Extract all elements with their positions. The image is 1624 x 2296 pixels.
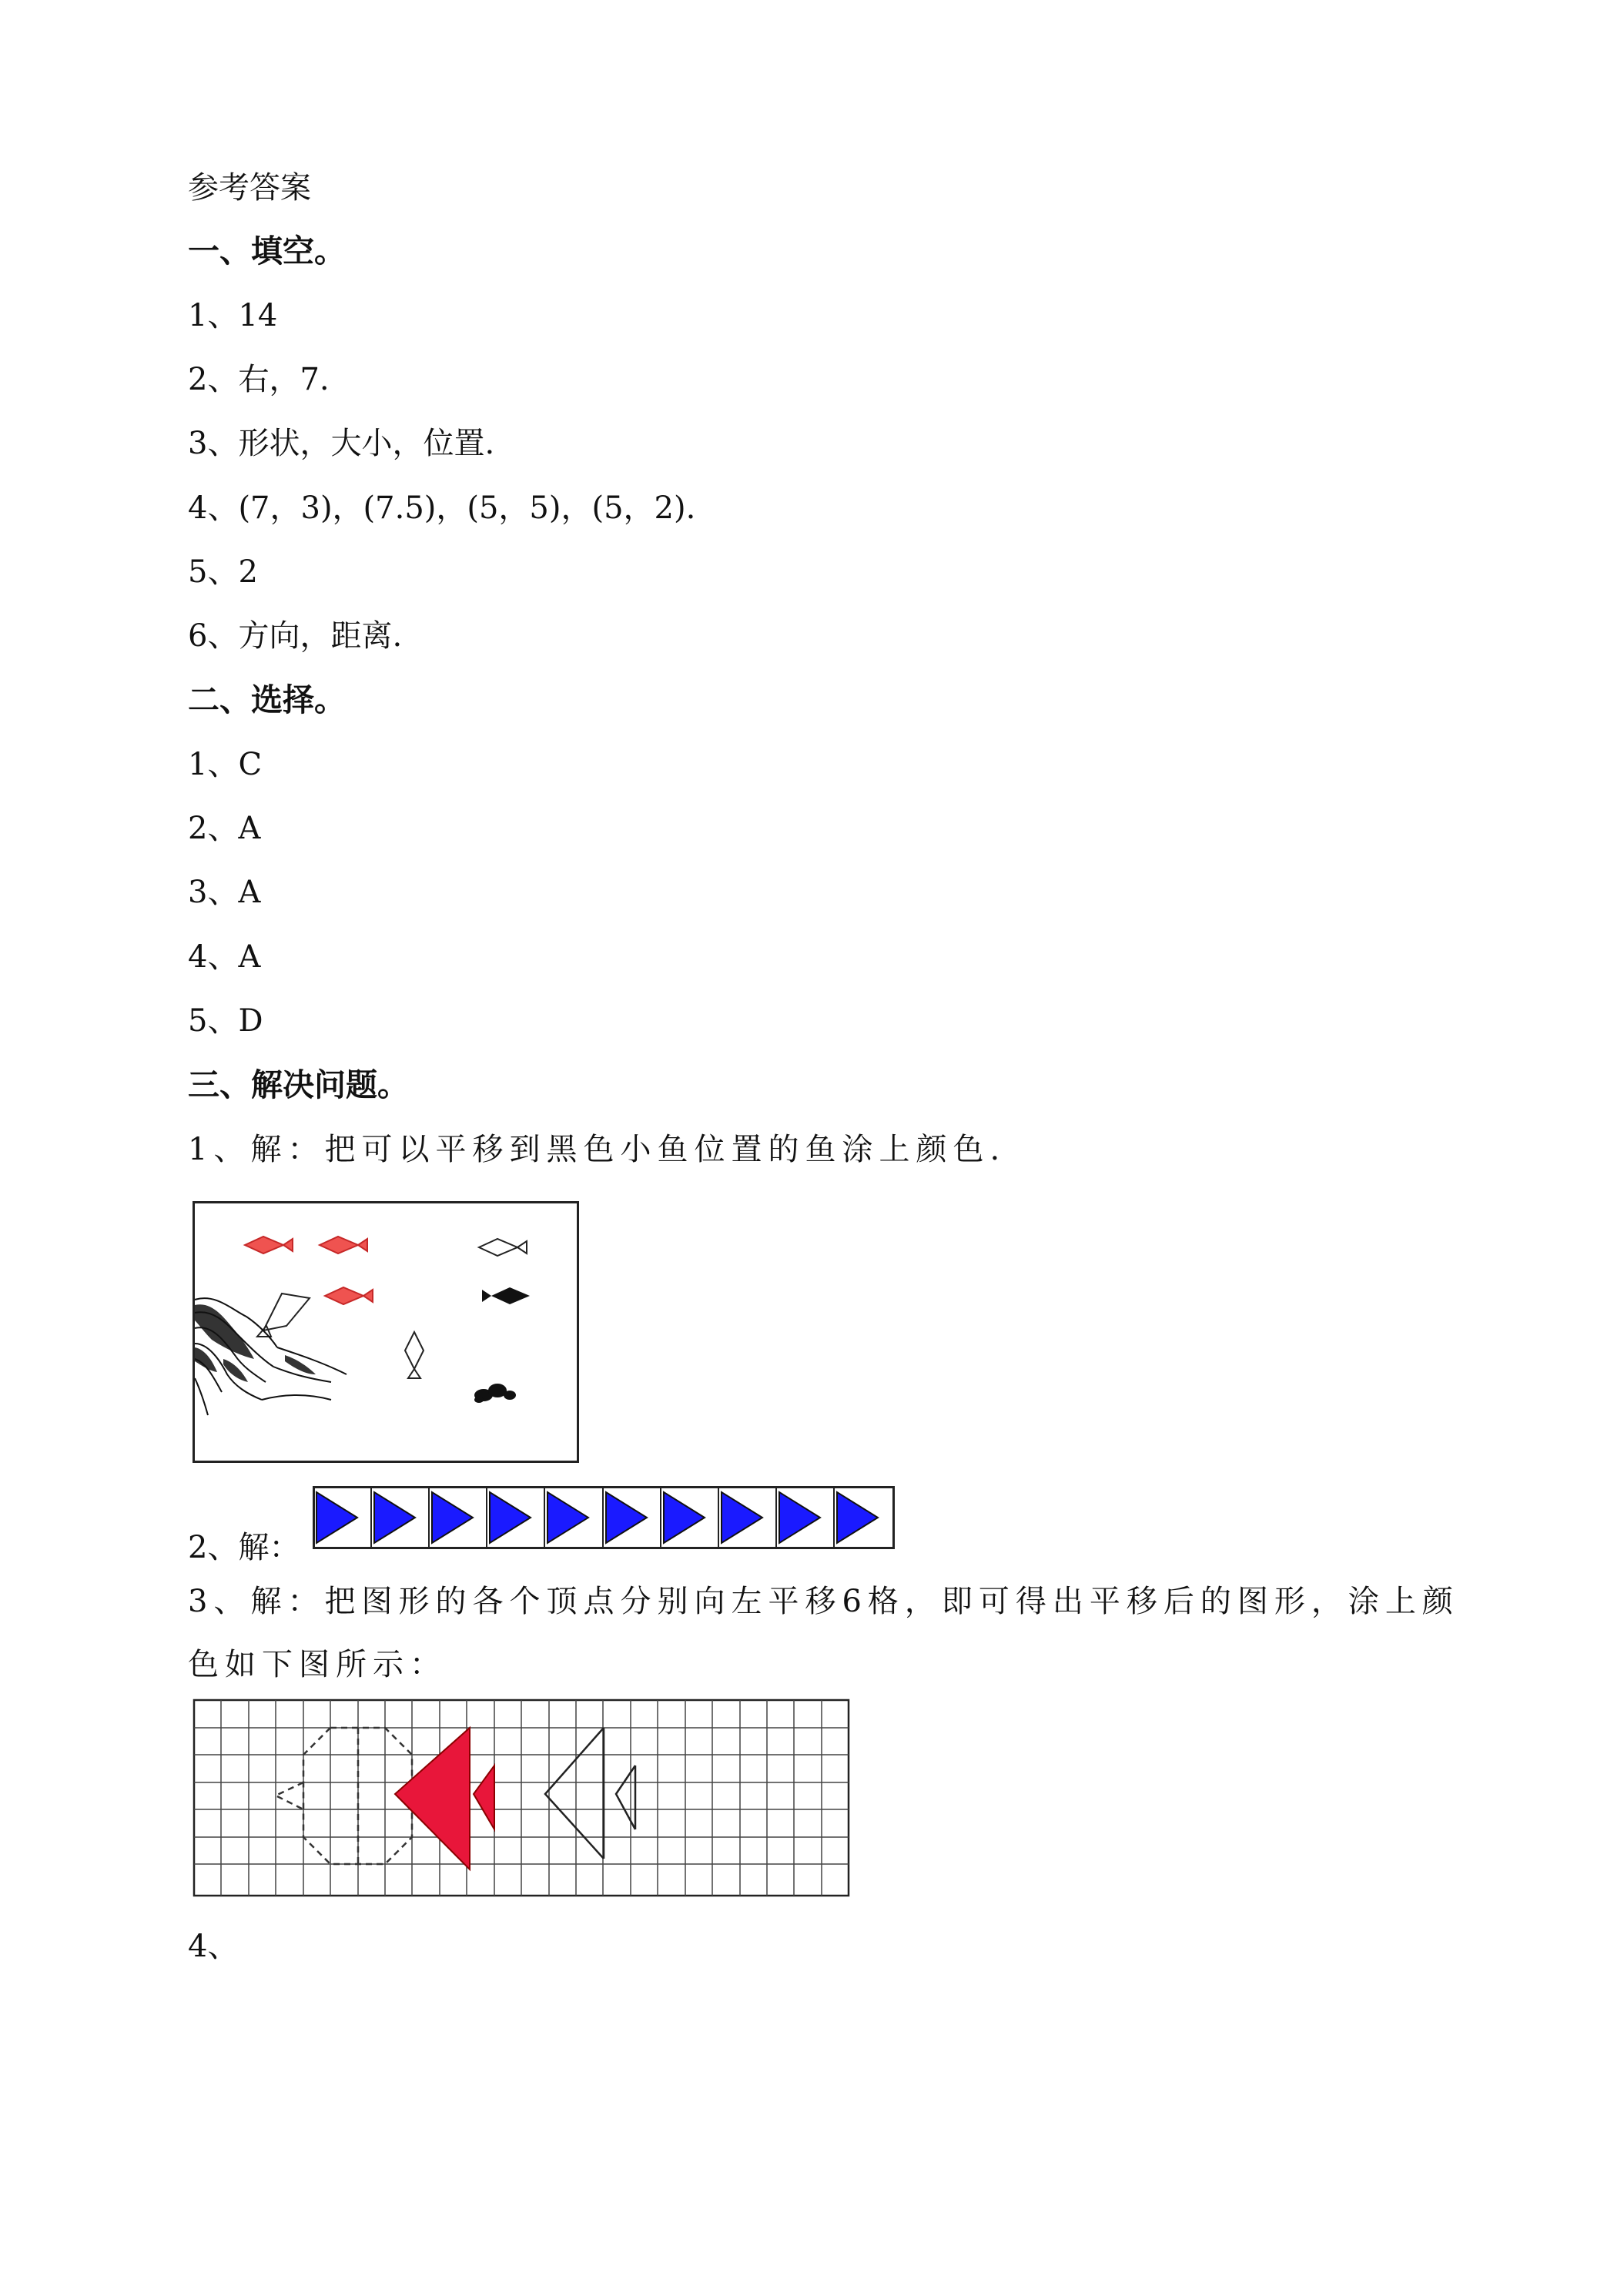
fill-answer-3: 3、形状，大小，位置. (188, 426, 495, 461)
choice-answer-5: 5、D (188, 1003, 263, 1039)
fill-answer-6: 6、方向，距离. (188, 618, 403, 654)
choice-answer-3: 3、A (188, 875, 261, 910)
translation-grid-figure (193, 1699, 853, 1899)
red-translated-shape (395, 1728, 494, 1869)
outline-original-shape (545, 1728, 635, 1859)
triangle-strip-figure (313, 1486, 895, 1549)
problem-4-text: 4、 (188, 1929, 239, 1964)
section-3-heading: 三、解决问题。 (188, 1066, 409, 1103)
problem-2-text: 2、解： (188, 1530, 300, 1565)
section-2-heading: 二、选择。 (188, 681, 346, 718)
choice-answer-2: 2、A (188, 811, 261, 846)
page-title: 参考答案 (188, 170, 311, 206)
section-1-heading: 一、填空。 (188, 233, 346, 269)
fish-scene-figure (193, 1201, 579, 1463)
dashed-original-shape (276, 1728, 412, 1864)
choice-answer-1: 1、C (188, 747, 263, 782)
fill-answer-2: 2、右，7. (188, 362, 330, 397)
fill-answer-1: 1、14 (188, 298, 278, 333)
choice-answer-4: 4、A (188, 939, 261, 975)
problem-1-text: 1、解：把可以平移到黑色小鱼位置的鱼涂上颜色. (188, 1132, 1006, 1167)
fill-answer-4: 4、(7，3)，(7.5)，(5，5)，(5，2). (188, 490, 696, 526)
problem-3-text-line2: 色如下图所示： (188, 1647, 447, 1682)
problem-3-text-line1: 3、解：把图形的各个顶点分别向左平移6格，即可得出平移后的图形，涂上颜 (188, 1584, 1459, 1619)
fill-answer-5: 5、2 (188, 554, 258, 590)
